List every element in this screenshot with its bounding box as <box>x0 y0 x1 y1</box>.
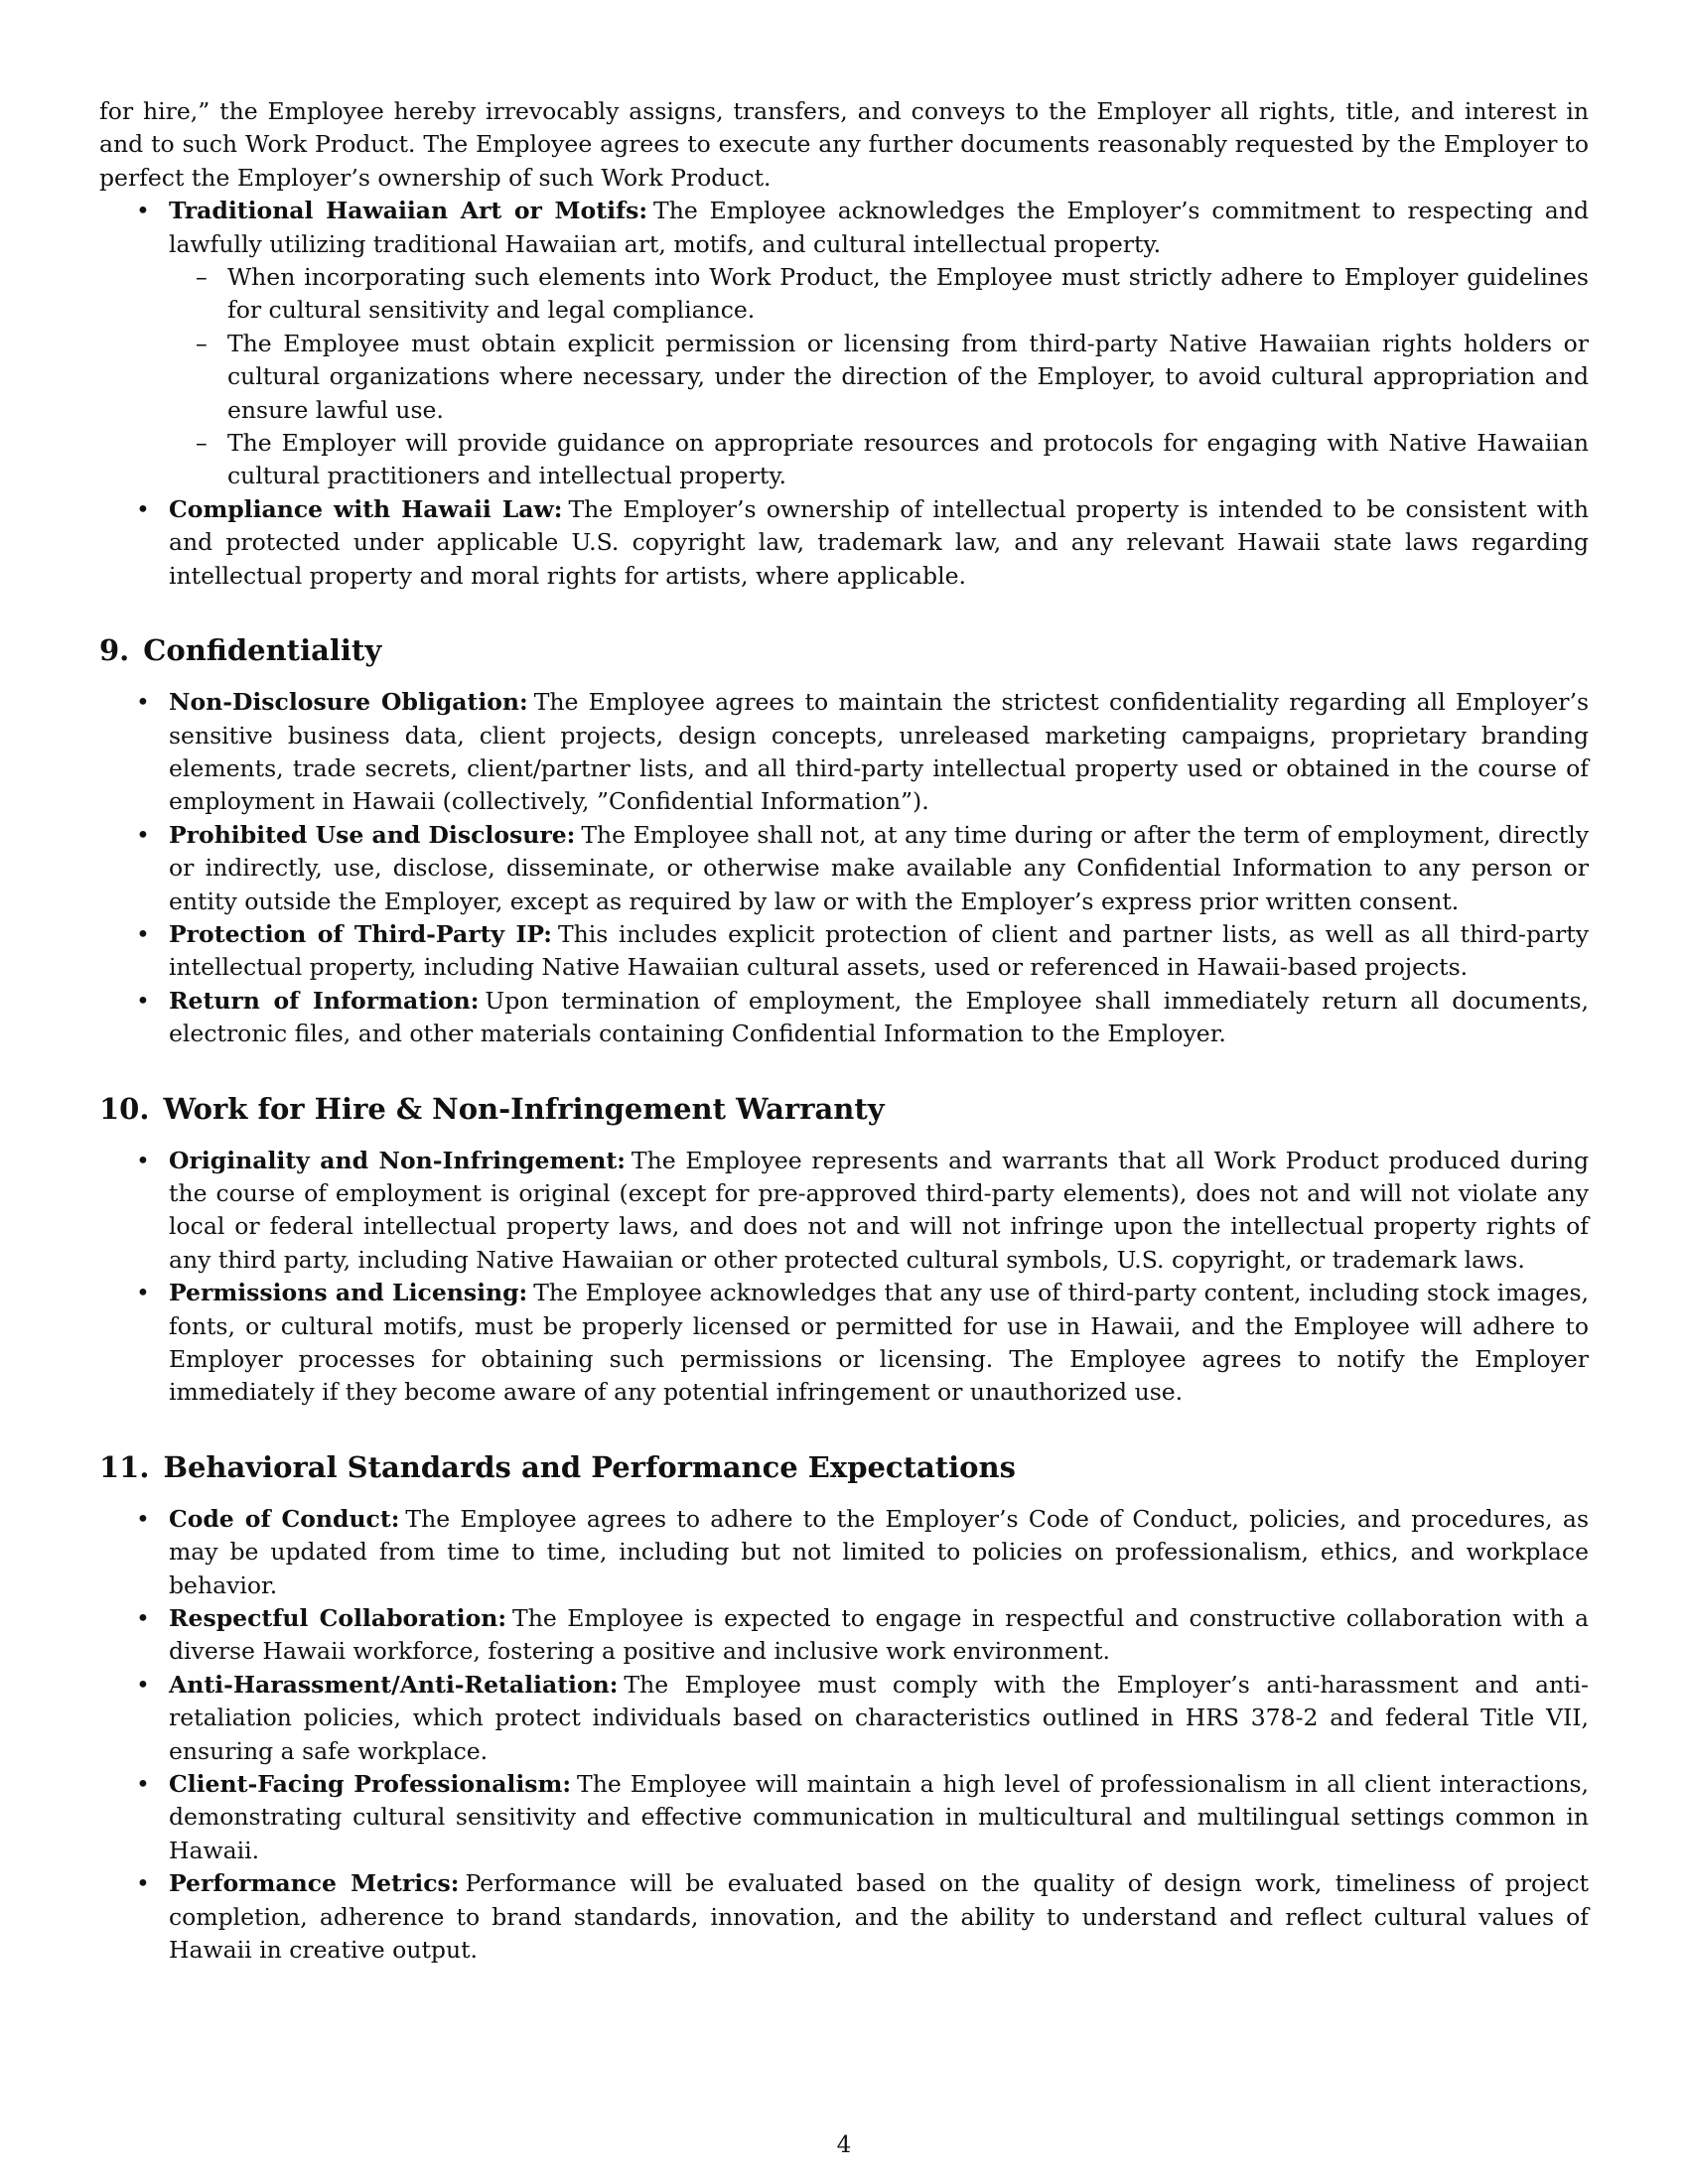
list-item <box>99 918 1589 985</box>
item-text: Upon termination of employment, the Employee shall immediately return all documents, electronic files, and other materials containing Confidential Information to the Employer. <box>169 986 1589 1048</box>
item-text: The Employee must comply with the Employer’s anti-harassment and anti-retaliation policies, which protect individuals based on characteristics outlined in HRS 378-2 and federal Title VII, ensuring a safe workplace. <box>169 1670 1589 1765</box>
section-title: Confidentiality <box>143 633 382 668</box>
section-number: 9. <box>99 633 130 668</box>
item-label: Anti-Harassment/Anti-Retaliation: <box>169 1670 619 1699</box>
item-text: The Employee agrees to adhere to the Employer’s Code of Conduct, policies, and procedures, as may be updated from time to time, including but not limited to policies on professionalism, ethics, and workplace behavior. <box>169 1504 1590 1599</box>
list-item <box>99 1145 1589 1278</box>
list-item <box>99 1277 1589 1410</box>
item-text: The Employee acknowledges the Employer’s commitment to respecting and lawfully utilizing traditional Hawaiian art, motifs, and cultural intellectual property. <box>169 197 1589 258</box>
item-text: The Employee shall not, at any time during or after the term of employment, directly or indirectly, use, disclose, disseminate, or otherwise make available any Confidential Information to any person or entity outside the Employer, except as required by law or with the Employer’s express prior written consent. <box>169 820 1589 915</box>
item-label: Traditional Hawaiian Art or Motifs: <box>169 197 648 225</box>
document-page <box>99 95 1589 1968</box>
section-number: 11. <box>99 1449 150 1484</box>
continuation-paragraph: for hire,” the Employee hereby irrevocably assigns, transfers, and conveys to the Employer all rights, title, and interest in and to such Work Product. The Employee agrees to execute any further documents reasonably requested by the Employer to perfect the Employer’s ownership of such Work Product. <box>99 97 1589 192</box>
item-text: The Employee is expected to engage in respectful and constructive collaboration with a diverse Hawaii workforce, fostering a positive and inclusive work environment. <box>169 1604 1589 1666</box>
sub-list-item: – When incorporating such elements into Work Product, the Employee must strictly adhere to Employer guidelines for cultural sensitivity and legal compliance. <box>169 261 1589 328</box>
item-text: The Employer’s ownership of intellectual property is intended to be consistent with and protected under applicable U.S. copyright law, trademark law, and any relevant Hawaii state laws regarding intellectual property and moral rights for artists, where applicable. <box>169 494 1590 590</box>
section-heading-work-for-hire <box>99 1091 1589 1127</box>
list-item <box>99 686 1589 819</box>
list-item <box>99 1768 1589 1867</box>
item-label: Permissions and Licensing: <box>169 1279 528 1307</box>
section-number: 10. <box>99 1091 150 1126</box>
list-item <box>99 985 1589 1051</box>
item-label: Performance Metrics: <box>169 1869 460 1898</box>
confidentiality-list <box>99 686 1589 1050</box>
behavioral-standards-list <box>99 1503 1589 1968</box>
list-item <box>99 1503 1589 1602</box>
list-item <box>99 493 1589 593</box>
sub-list-item: – The Employer will provide guidance on appropriate resources and protocols for engaging with Native Hawaiian cultural practitioners and intellectual property. <box>169 427 1589 493</box>
list-item <box>99 819 1589 918</box>
sub-list <box>169 261 1589 493</box>
item-label: Code of Conduct: <box>169 1504 400 1533</box>
page-number: 4 <box>836 2132 852 2158</box>
item-text: The Employee represents and warrants that all Work Product produced during the course of employment is original (except for pre-approved third-party elements), does not and will not violate any local or federal intellectual property laws, and does not and will not infringe upon the intellectual property rights of any third party, including Native Hawaiian or other protected cultural symbols, U.S. copyright, or trademark laws. <box>169 1146 1589 1274</box>
item-label: Originality and Non-Infringement: <box>169 1146 626 1174</box>
list-item <box>99 1867 1589 1967</box>
section-heading-behavioral-standards <box>99 1449 1589 1485</box>
item-text: This includes explicit protection of client and partner lists, as well as all third-party intellectual property, including Native Hawaiian cultural assets, used or referenced in Hawaii-based projects. <box>169 919 1589 982</box>
section-title: Work for Hire & Non-Infringement Warranty <box>163 1091 885 1126</box>
item-label: Respectful Collaboration: <box>169 1604 507 1633</box>
item-text: The Employee acknowledges that any use of third-party content, including stock images, fonts, or cultural motifs, must be properly licensed or permitted for use in Hawaii, and the Employee will adhere to Employer processes for obtaining such permissions or licensing. The Employee agrees to notify the Employer immediately if they become aware of any potential infringement or unauthorized use. <box>169 1279 1589 1407</box>
item-text: Performance will be evaluated based on the quality of design work, timeliness of project completion, adherence to brand standards, innovation, and the ability to understand and reflect cultural values of Hawaii in creative output. <box>169 1869 1590 1965</box>
item-label: Compliance with Hawaii Law: <box>169 494 563 523</box>
item-text: The Employee agrees to maintain the strictest confidentiality regarding all Employer’s sensitive business data, client projects, design concepts, unreleased marketing campaigns, proprietary branding elements, trade secrets, client/partner lists, and all third-party intellectual property used or obtained in the course of employment in Hawaii (collectively, ”Confidential Information”). <box>169 688 1590 816</box>
item-label: Non-Disclosure Obligation: <box>169 688 528 717</box>
item-label: Return of Information: <box>169 986 480 1015</box>
section-heading-confidentiality <box>99 632 1589 668</box>
item-label: Prohibited Use and Disclosure: <box>169 820 576 849</box>
work-for-hire-list <box>99 1145 1589 1410</box>
list-item <box>99 1602 1589 1669</box>
section-title: Behavioral Standards and Performance Expectations <box>163 1449 1016 1484</box>
item-label: Protection of Third-Party IP: <box>169 919 552 948</box>
list-item <box>99 195 1589 493</box>
item-label: Client-Facing Professionalism: <box>169 1770 572 1799</box>
sub-list-item: – The Employee must obtain explicit permission or licensing from third-party Native Hawaiian rights holders or cultural organizations where necessary, under the direction of the Employer, to avoid cultural appropriation and ensure lawful use. <box>169 328 1589 427</box>
list-item <box>99 1669 1589 1768</box>
ip-bullet-list <box>99 195 1589 593</box>
item-text: The Employee will maintain a high level of professionalism in all client interactions, demonstrating cultural sensitivity and effective communication in multicultural and multilingual settings common in Hawaii. <box>169 1770 1589 1864</box>
